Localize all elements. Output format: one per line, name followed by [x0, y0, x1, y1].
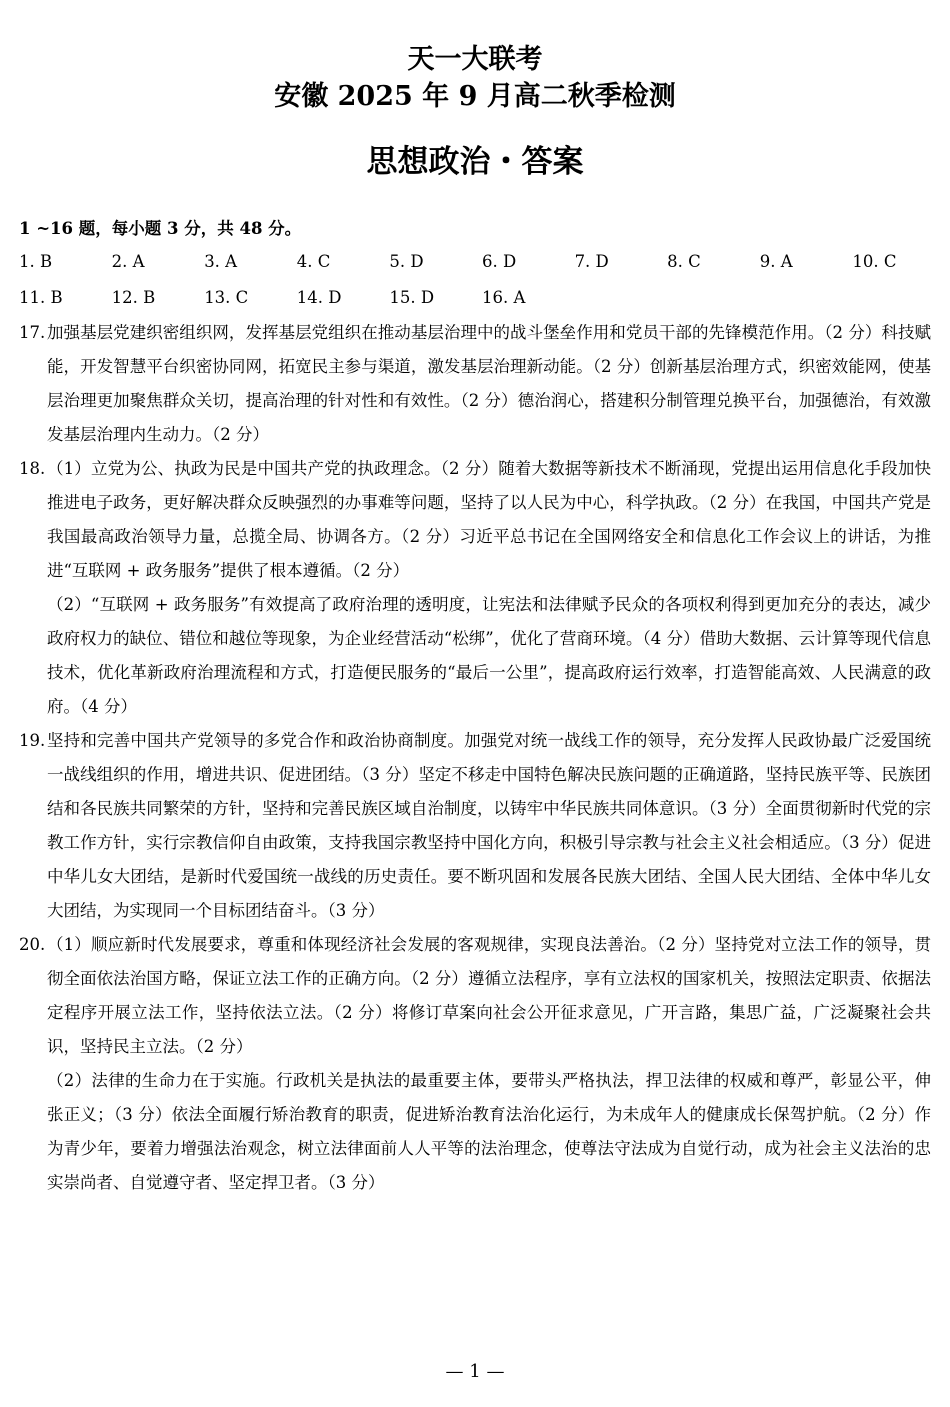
question-number: 17.	[19, 323, 46, 342]
organizer-title: 天一大联考	[407, 44, 543, 75]
mc-answer: 1. B	[19, 252, 53, 271]
mc-answer: 15. D	[389, 288, 435, 307]
answer-paragraph: 加强基层党建织密组织网，发挥基层党组织在推动基层治理中的战斗堡垒作用和党员干部的先锋模范作用。（2 分）科技赋能，开发智慧平台织密协同网，拓宽民主参与渠道，激发基层治理新动能。（2 分）创新基层治理方式，织密效能网，使基层治理更加聚焦群众关切，提高治理的针对性和有效性。（2 分）德治润心，搭建积分制管理兑换平台，加强德治，有效激发基层治理内生动力。（2 分）	[47, 323, 931, 444]
mc-answer: 8. C	[667, 252, 701, 271]
page-number: — 1 —	[445, 1361, 505, 1382]
mc-answer: 4. C	[296, 252, 331, 271]
mc-answer: 9. A	[759, 252, 793, 271]
mc-answer-row	[19, 280, 931, 316]
answer-text	[47, 928, 931, 1200]
mc-answer-row	[19, 244, 931, 280]
mc-answer: 6. D	[481, 252, 517, 271]
mc-answer: 14. D	[296, 288, 342, 307]
mc-answer: 2. A	[111, 252, 145, 271]
subject-title: 思想政治・答案	[366, 144, 584, 180]
answer-text	[47, 452, 931, 724]
mc-answer: 16. A	[481, 288, 526, 307]
question-19	[19, 724, 931, 928]
question-18	[19, 452, 931, 724]
answer-paragraph: （1）顺应新时代发展要求，尊重和体现经济社会发展的客观规律，实现良法善治。（2 分）坚持党对立法工作的领导，贯彻全面依法治国方略，保证立法工作的正确方向。（2 分）遵循立法程序，享有立法权的国家机关，按照法定职责、依据法定程序开展立法工作，坚持依法立法。（2 分）将修订草案向社会公开征求意见，广开言路，集思广益，广泛凝聚社会共识，坚持民主立法。（2 分）	[47, 935, 931, 1056]
question-number: 18.	[19, 459, 46, 478]
mc-answer: 10. C	[852, 252, 897, 271]
mc-answer: 12. B	[111, 288, 156, 307]
answer-paragraph: 坚持和完善中国共产党领导的多党合作和政治协商制度。加强党对统一战线工作的领导，充分发挥人民政协最广泛爱国统一战线组织的作用，增进共识、促进团结。（3 分）坚定不移走中国特色解决民族问题的正确道路，坚持民族平等、民族团结和各民族共同繁荣的方针，坚持和完善民族区域自治制度，以铸牢中华民族共同体意识。（3 分）全面贯彻新时代党的宗教工作方针，实行宗教信仰自由政策，支持我国宗教坚持中国化方向，积极引导宗教与社会主义社会相适应。（3 分）促进中华儿女大团结，是新时代爱国统一战线的历史责任。要不断巩固和发展各民族大团结、全国人民大团结、全体中华儿女大团结，为实现同一个目标团结奋斗。（3 分）	[47, 731, 931, 920]
answer-paragraph: （1）立党为公、执政为民是中国共产党的执政理念。（2 分）随着大数据等新技术不断涌现，党提出运用信息化手段加快推进电子政务，更好解决群众反映强烈的办事难等问题，坚持了以人民为中心，科学执政。（2 分）在我国，中国共产党是我国最高政治领导力量，总揽全局、协调各方。（2 分）习近平总书记在全国网络安全和信息化工作会议上的讲话，为推进“互联网 + 政务服务”提供了根本遵循。（2 分）	[47, 459, 931, 580]
answer-text	[47, 724, 931, 928]
mc-answer: 3. A	[204, 252, 238, 271]
mc-answer: 11. B	[19, 288, 63, 307]
mc-answer: 13. C	[204, 288, 249, 307]
question-17	[19, 316, 931, 452]
exam-title: 安徽 2025 年 9 月高二秋季检测	[274, 81, 676, 112]
mc-instruction: 1 ~16 题，每小题 3 分，共 48 分。	[19, 219, 302, 238]
answer-content	[19, 212, 931, 1200]
question-number: 19.	[19, 731, 46, 750]
answer-paragraph: （2）法律的生命力在于实施。行政机关是执法的最重要主体，要带头严格执法，捍卫法律的权威和尊严，彰显公平，伸张正义；（3 分）依法全面履行矫治教育的职责，促进矫治教育法治化运行，为未成年人的健康成长保驾护航。（2 分）作为青少年，要着力增强法治观念，树立法律面前人人平等的法治理念，使尊法守法成为自觉行动，成为社会主义法治的忠实崇尚者、自觉遵守者、坚定捍卫者。（3 分）	[47, 1071, 931, 1192]
question-number: 20.	[19, 935, 46, 954]
question-20	[19, 928, 931, 1200]
mc-answer: 5. D	[389, 252, 424, 271]
mc-answer: 7. D	[574, 252, 609, 271]
document-header	[0, 42, 950, 182]
answer-paragraph: （2）“互联网 + 政务服务”有效提高了政府治理的透明度，让宪法和法律赋予民众的各项权利得到更加充分的表达，减少政府权力的缺位、错位和越位等现象，为企业经营活动“松绑”，优化了营商环境。（4 分）借助大数据、云计算等现代信息技术，优化革新政府治理流程和方式，打造便民服务的“最后一公里”，提高政府运行效率，打造智能高效、人民满意的政府。（4 分）	[47, 595, 931, 716]
answer-text	[47, 316, 931, 452]
